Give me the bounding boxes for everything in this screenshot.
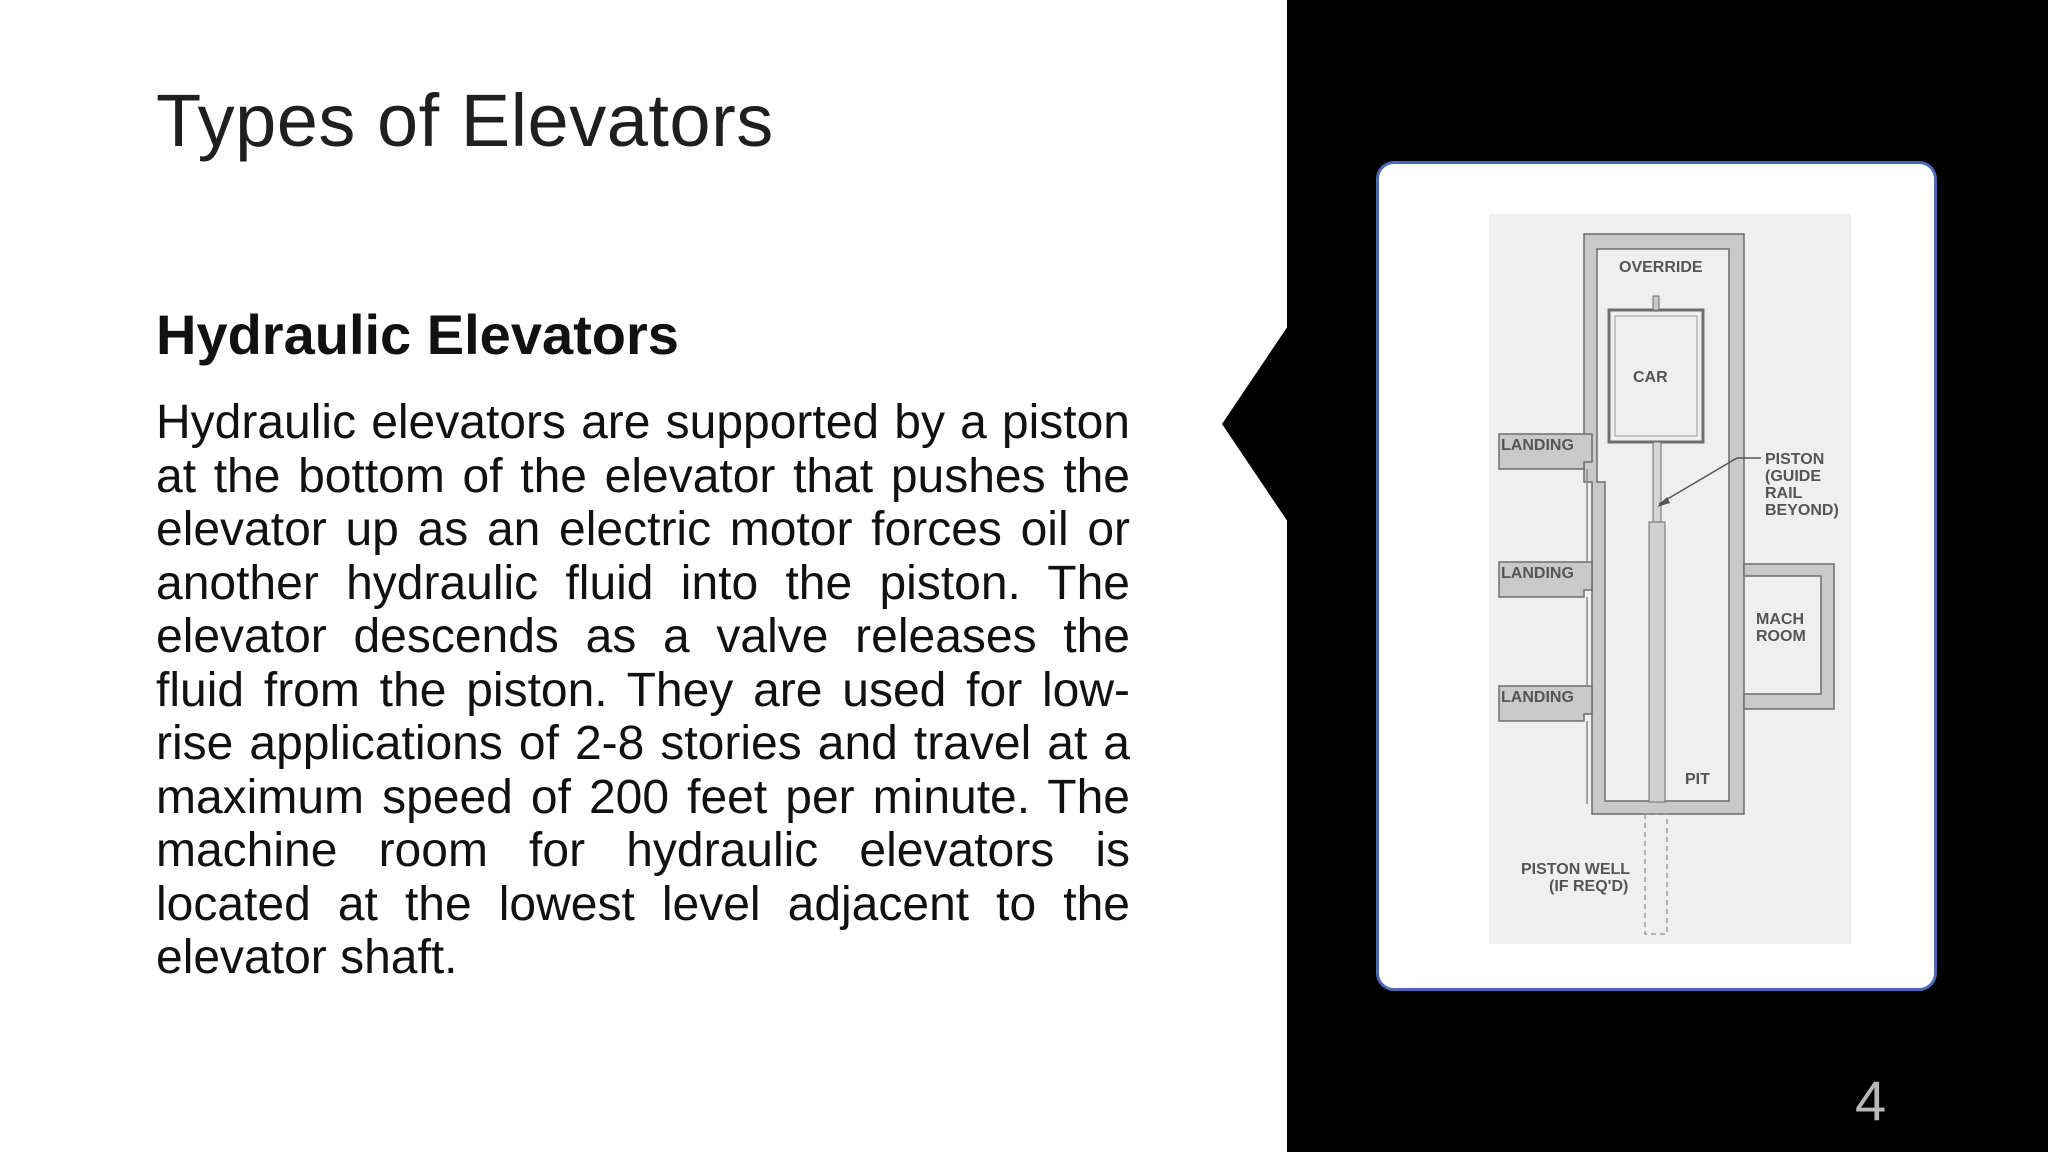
- label-if-reqd: (IF REQ'D): [1549, 878, 1629, 895]
- label-piston: PISTON: [1765, 451, 1825, 468]
- label-piston-2: (GUIDE: [1765, 468, 1821, 485]
- label-pit: PIT: [1685, 771, 1710, 788]
- section-heading: Hydraulic Elevators: [156, 303, 679, 366]
- label-landing-1: LANDING: [1501, 437, 1574, 454]
- label-landing-3: LANDING: [1501, 689, 1574, 706]
- callout-pointer: [1222, 320, 1292, 528]
- label-piston-3: RAIL: [1765, 485, 1803, 502]
- hydraulic-elevator-diagram: [1489, 214, 1851, 944]
- piston-rod: [1653, 442, 1661, 522]
- label-car: CAR: [1633, 369, 1668, 386]
- label-landing-2: LANDING: [1501, 565, 1574, 582]
- label-mach: MACH: [1756, 611, 1804, 628]
- label-room: ROOM: [1756, 628, 1806, 645]
- slide-title: Types of Elevators: [156, 79, 774, 162]
- label-piston-4: BEYOND): [1765, 502, 1839, 519]
- label-override: OVERRIDE: [1619, 259, 1703, 276]
- body-paragraph: Hydraulic elevators are supported by a piston at the bottom of the elevator that pushes the elevator up as an electric motor forces oil or another hydraulic fluid into the piston. The elevator descends as a valve releases the fluid from the piston. They are used for low-rise applications of 2-8 stories and travel at a maximum speed of 200 feet per minute. The machine room for hydraulic elevators is located at the lowest level adjacent to the elevator shaft.: [156, 396, 1130, 984]
- page-number: 4: [1855, 1069, 1887, 1132]
- label-piston-well: PISTON WELL: [1521, 861, 1631, 878]
- diagram-card: [1376, 161, 1937, 991]
- piston-cylinder: [1649, 522, 1665, 802]
